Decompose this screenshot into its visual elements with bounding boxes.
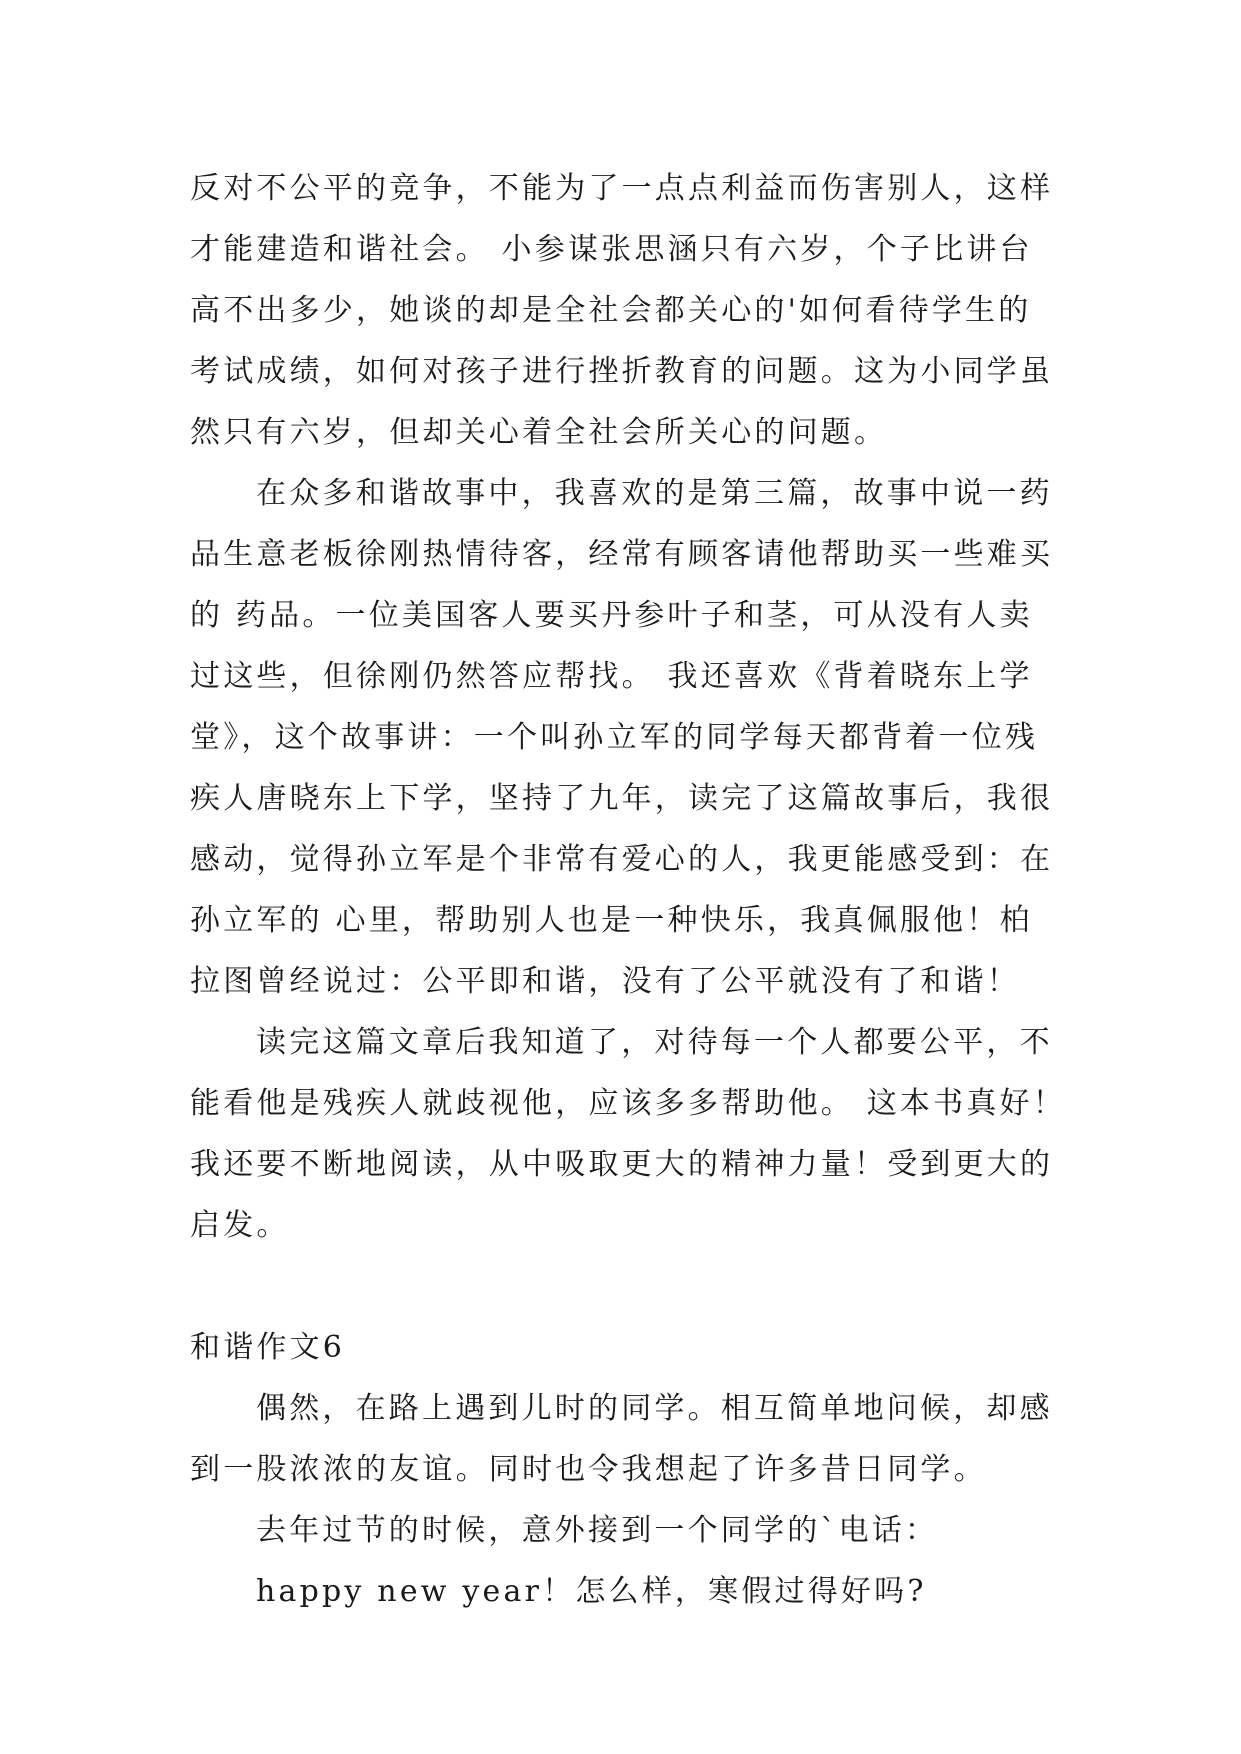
text-line: 才能建造和谐社会。 小参谋张思涵只有六岁，个子比讲台 <box>190 232 1033 267</box>
document-page <box>190 158 1070 1622</box>
text-line: 能看他是残疾人就歧视他，应该多多帮助他。 这本书真好！ <box>190 1086 1066 1121</box>
text-line: 感动，觉得孙立军是个非常有爱心的人，我更能感受到：在 <box>190 842 1054 877</box>
text-line: 我还要不断地阅读，从中吸取更大的精神力量！受到更大的 <box>190 1147 1054 1182</box>
text-line: 启发。 <box>190 1208 290 1243</box>
blank-line <box>190 1256 1070 1317</box>
text-line: 的 药品。一位美国客人要买丹参叶子和茎，可从没有人卖 <box>190 598 1033 633</box>
text-line: 偶然，在路上遇到儿时的同学。相互简单地问候，却感 <box>256 1391 1053 1426</box>
text-line: 拉图曾经说过：公平即和谐，没有了公平就没有了和谐！ <box>190 964 1020 999</box>
text-line: happy new year！怎么样，寒假过得好吗? <box>256 1574 927 1609</box>
paragraph <box>190 1500 1070 1561</box>
text-line: 高不出多少，她谈的却是全社会都关心的'如何看待学生的 <box>190 293 1032 328</box>
paragraph <box>190 1561 1070 1622</box>
text-line: 过这些，但徐刚仍然答应帮找。 我还喜欢《背着晓东上学 <box>190 659 1033 694</box>
text-line: 反对不公平的竞争，不能为了一点点利益而伤害别人，这样 <box>190 171 1054 206</box>
text-line: 在众多和谐故事中，我喜欢的是第三篇，故事中说一药 <box>256 476 1053 511</box>
text-line: 读完这篇文章后我知道了，对待每一个人都要公平，不 <box>256 1025 1053 1060</box>
paragraph <box>190 1012 1070 1256</box>
paragraph <box>190 158 1070 463</box>
paragraph <box>190 463 1070 1012</box>
section-title: 和谐作文6 <box>190 1330 346 1365</box>
text-line: 品生意老板徐刚热情待客，经常有顾客请他帮助买一些难买 <box>190 537 1054 572</box>
text-line: 去年过节的时候，意外接到一个同学的`电话： <box>256 1513 939 1548</box>
text-line: 堂》，这个故事讲：一个叫孙立军的同学每天都背着一位残 <box>190 720 1039 755</box>
text-line: 然只有六岁，但却关心着全社会所关心的问题。 <box>190 415 888 450</box>
text-line: 考试成绩，如何对孩子进行挫折教育的问题。这为小同学虽 <box>190 354 1054 389</box>
text-line: 到一股浓浓的友谊。同时也令我想起了许多昔日同学。 <box>190 1452 987 1487</box>
text-line: 疾人唐晓东上下学，坚持了九年，读完了这篇故事后，我很 <box>190 781 1054 816</box>
paragraph <box>190 1378 1070 1500</box>
text-line: 孙立军的 心里，帮助别人也是一种快乐，我真佩服他！柏 <box>190 903 1033 938</box>
